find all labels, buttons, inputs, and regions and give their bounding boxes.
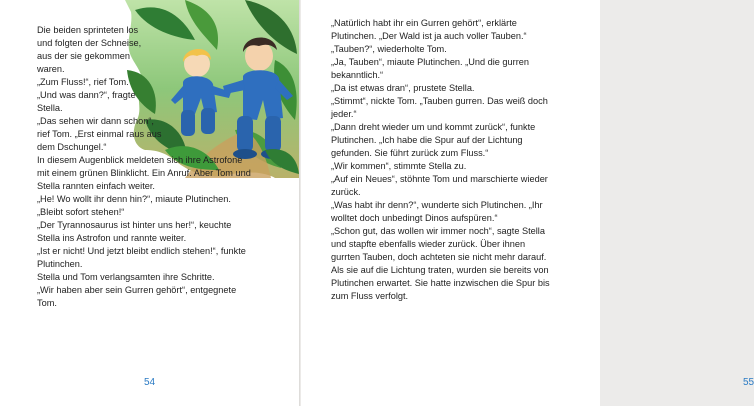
text-line: Stella und Tom verlangsamten ihre Schritte. (37, 272, 215, 282)
text-line: „Wir haben aber sein Gurren gehört“, entgegnete (37, 285, 237, 295)
text-line: „Ja, Tauben“, miaute Plutinchen. „Und die gurren (331, 57, 529, 67)
text-line: „Bleibt sofort stehen!“ (37, 207, 125, 217)
text-line: „Und was dann?“, fragte (37, 90, 136, 100)
text-line: „Stimmt“, nickte Tom. „Tauben gurren. Das weiß doch (331, 96, 548, 106)
text-line: „Zum Fluss!“, rief Tom. (37, 77, 129, 87)
text-line: In diesem Augenblick meldeten sich ihre Astrofone (37, 155, 243, 165)
text-line: „Schon gut, das wollen wir immer noch“, sagte Stella (331, 226, 545, 236)
text-line: und stapfte ebenfalls wieder zurück. Über ihnen (331, 239, 526, 249)
page-number: 55 (743, 377, 754, 388)
text-line: jeder.“ (331, 109, 357, 119)
text-line: „Ist er nicht! Und jetzt bleibt endlich stehen!“, funkte (37, 246, 246, 256)
text-line: „Dann dreht wieder um und kommt zurück“, funkte (331, 122, 536, 132)
text-line: Stella. (37, 103, 63, 113)
left-page (0, 0, 299, 406)
text-line: Plutinchen. „Der Wald ist ja auch voller Tauben.“ (331, 31, 527, 41)
left-page-text (37, 24, 251, 310)
text-line: „Das sehen wir dann schon“, (37, 116, 154, 126)
text-line: rief Tom. „Erst einmal raus aus (37, 129, 162, 139)
right-page (301, 0, 754, 406)
text-line: Tom. (37, 298, 57, 308)
text-line: zurück. (331, 187, 361, 197)
right-page-text (331, 17, 550, 303)
text-line: und folgten der Schneise, (37, 38, 142, 48)
text-line: bekanntlich.“ (331, 70, 384, 80)
text-line: wolltet doch unbedingt Dinos aufspüren.“ (331, 213, 498, 223)
text-line: Als sie auf die Lichtung traten, wurden sie bereits von (331, 265, 549, 275)
text-line: mit einem grünen Blinklicht. Ein Anruf. Aber Tom und (37, 168, 251, 178)
text-line: aus der sie gekommen (37, 51, 130, 61)
text-line: Stella rannten einfach weiter. (37, 181, 155, 191)
text-line: Die beiden sprinteten los (37, 25, 139, 35)
text-line: „Wir kommen“, stimmte Stella zu. (331, 161, 467, 171)
text-line: „Natürlich habt ihr ein Gurren gehört“, erklärte (331, 18, 517, 28)
text-line: gefunden. Sie führt zurück zum Fluss.“ (331, 148, 489, 158)
text-line: „Tauben?“, wiederholte Tom. (331, 44, 447, 54)
text-line: „Der Tyrannosaurus ist hinter uns her!“, keuchte (37, 220, 232, 230)
text-line: „He! Wo wollt ihr denn hin?“, miaute Plutinchen. (37, 194, 231, 204)
text-line: Plutinchen. (37, 259, 83, 269)
text-line: dem Dschungel.“ (37, 142, 107, 152)
text-line: Plutinchen erwartet. Sie hatte inzwischen die Spur bis (331, 278, 550, 288)
text-line: Plutinchen. „Ich habe die Spur auf der Lichtung (331, 135, 523, 145)
text-line: „Was habt ihr denn?“, wunderte sich Plutinchen. „Ihr (331, 200, 543, 210)
text-line: zum Fluss verfolgt. (331, 291, 409, 301)
text-line: Stella ins Astrofon und rannte weiter. (37, 233, 187, 243)
text-line: „Auf ein Neues“, stöhnte Tom und marschierte wieder (331, 174, 548, 184)
text-line: waren. (37, 64, 65, 74)
page-number: 54 (144, 377, 156, 388)
text-line: gurrten Tauben, doch achteten sie nicht mehr darauf. (331, 252, 547, 262)
text-line: „Da ist etwas dran“, prustete Stella. (331, 83, 475, 93)
